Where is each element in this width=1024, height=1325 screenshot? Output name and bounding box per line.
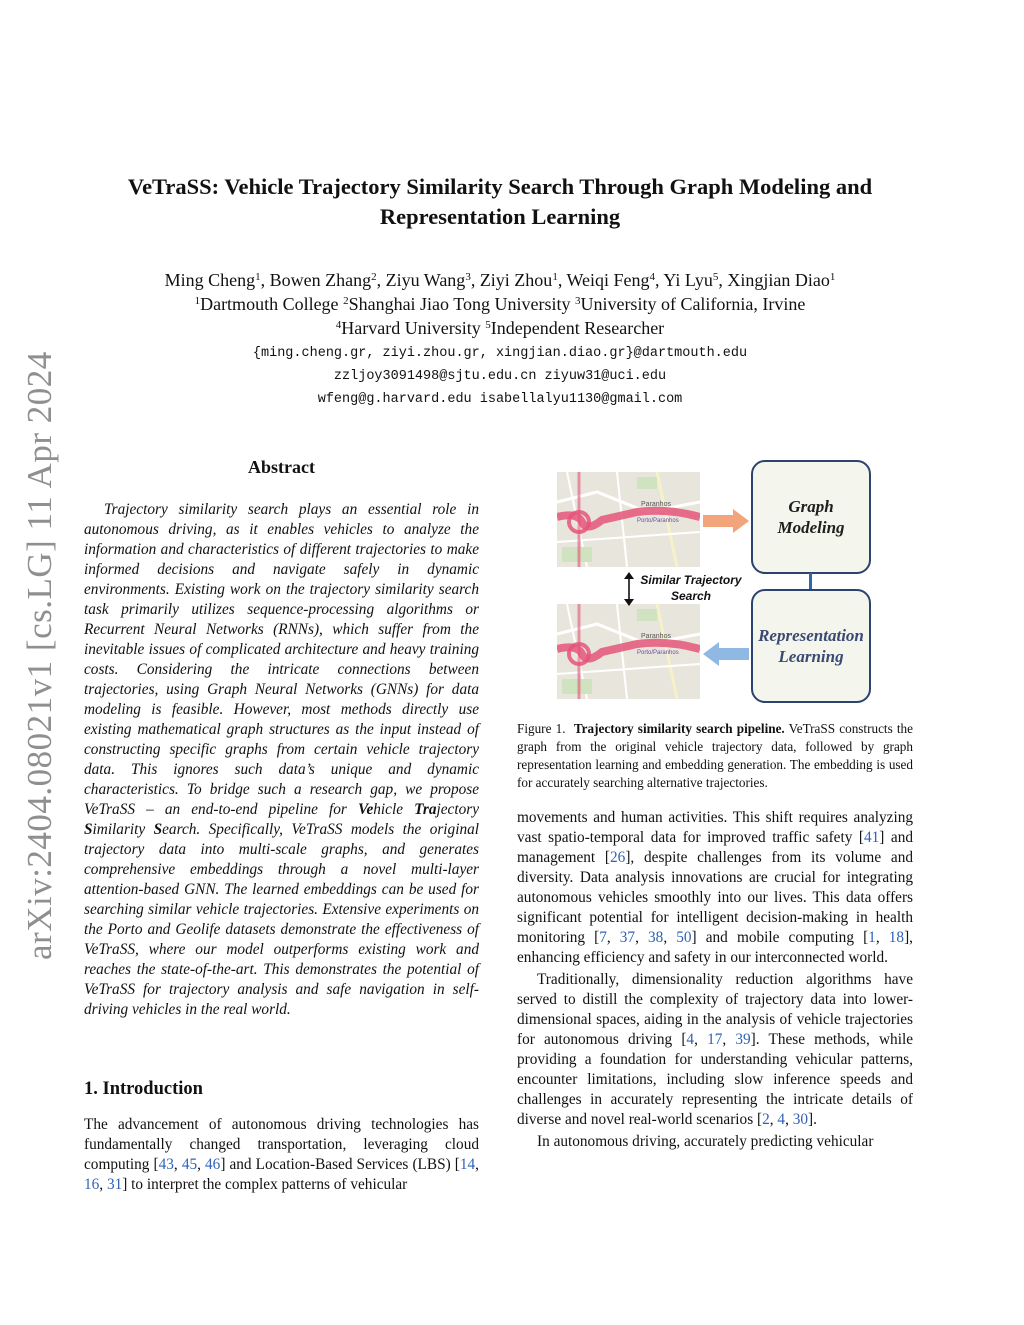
citation-link[interactable]: 41 xyxy=(863,829,880,846)
author: Ziyi Zhou$^1$ xyxy=(479,270,558,290)
map-label: Porto/Paranhos xyxy=(637,650,679,656)
citation-link[interactable]: 18 xyxy=(888,929,905,946)
citation-link[interactable]: 38 xyxy=(648,929,664,946)
paragraph: In autonomous driving, accurately predicting vehicular xyxy=(537,1133,874,1150)
figure-pipeline xyxy=(555,458,875,708)
author-list: Ming Cheng$^1$, Bowen Zhang$^2$, Ziyu Wang$^3$, Ziyi Zhou$^1$, Weiqi Feng$^4$, Yi Lyu$^5$, Xingjian Diao$^1$ xyxy=(164,270,836,290)
citation-link[interactable]: 45 xyxy=(181,1156,198,1173)
trajectory-map-bottom xyxy=(557,604,700,699)
email-line: wfeng@g.harvard.edu isabellalyu1130@gmail.com xyxy=(317,392,683,407)
citation-link[interactable]: 43 xyxy=(158,1156,174,1173)
citation-link[interactable]: 16 xyxy=(84,1176,100,1193)
paper-title xyxy=(90,172,910,232)
author: Ming Cheng$^1$ xyxy=(164,270,261,290)
author: Weiqi Feng$^4$ xyxy=(566,270,656,290)
trajectory-map-top xyxy=(557,472,700,567)
citation-link[interactable]: 7 xyxy=(599,929,607,946)
map-label: Porto/Paranhos xyxy=(637,518,679,524)
arrow-right-icon xyxy=(703,509,749,533)
paragraph: Traditionally, dimensionality reduction algorithms have served to distill the complexity of trajectory data into lower-dimensional spaces, aiding in the analysis of vehicle trajectories for autonomous driving [4, 17, 39]. These methods, while providing a foundation for understanding vehicular patterns, encounter limitations, including slow inference speeds and challenges in accurately representing the intricate details of diverse and novel real-world scenarios [2, 4, 30]. xyxy=(517,971,913,1128)
citation-link[interactable]: 50 xyxy=(676,929,692,946)
graph-modeling-box: Graph Modeling xyxy=(751,460,871,574)
map-label: Paranhos xyxy=(641,501,671,508)
citation-link[interactable]: 4 xyxy=(686,1031,695,1048)
author: Bowen Zhang$^2$ xyxy=(269,270,377,290)
citation-link[interactable]: 37 xyxy=(619,929,636,946)
citation-link[interactable]: 30 xyxy=(792,1111,809,1128)
intro-paragraph: The advancement of autonomous driving technologies has fundamentally changed transportation, leveraging cloud computing [43, 45, 46] and Location-Based Services (LBS) [14, 16, 31] to interpret the complex patterns of vehicular xyxy=(84,1116,479,1193)
author: Ziyu Wang$^3$ xyxy=(385,270,471,290)
citation-link[interactable]: 14 xyxy=(459,1156,476,1173)
citation-link[interactable]: 26 xyxy=(610,849,626,866)
citation-link[interactable]: 39 xyxy=(735,1031,751,1048)
abstract-text: Trajectory similarity search plays an essential role in autonomous driving, as it enables vehicles to analyze the information and characteristics of different trajectories to make informed decisions and navigate safely in dynamic environments. Existing work on the trajectory similarity search task primarily utilizes sequence-processing algorithms or Recurrent Neural Networks (RNNs), which suffer from the inevitable issues of complicated architecture and heavy training costs. Considering the intricate connections between trajectories, using Graph Neural Networks (GNNs) for data modeling is feasible. However, most methods directly use existing mathematical graph structures as the input instead of constructing specific graphs from certain vehicle trajectory data. This ignores such data’s unique and dynamic characteristics. To bridge such a research gap, we propose VeTraSS – an end-to-end pipeline for Vehicle Trajectory Similarity Search. Specifically, VeTraSS models the original trajectory data into multi-scale graphs, and generates comprehensive embeddings through a novel multi-layer attention-based GNN. The learned embeddings can be used for searching similar vehicle trajectories. Extensive experiments on the Porto and Geolife datasets demonstrate the effectiveness of VeTraSS, where our model outperforms existing work and reaches the state-of-the-art. This demonstrates the potential of VeTraSS for trajectory analysis and safe navigation in self-driving vehicles in the real world. xyxy=(84,501,479,1018)
citation-link[interactable]: 46 xyxy=(205,1156,221,1173)
title-line-2: Representation Learning xyxy=(379,204,621,229)
author: Xingjian Diao$^1$ xyxy=(727,270,836,290)
representation-learning-box: Representation Learning xyxy=(751,589,871,703)
title-line-1: VeTraSS: Vehicle Trajectory Similarity Search Through Graph Modeling and xyxy=(127,174,873,199)
arxiv-identifier: arXiv:2404.08021v1 [cs.LG] 11 Apr 2024 xyxy=(20,351,59,960)
author: Yi Lyu$^5$ xyxy=(663,270,719,290)
citation-link[interactable]: 1 xyxy=(868,929,876,946)
section-heading: 1. Introduction xyxy=(84,1079,203,1099)
affiliations-line-1: $^1$Dartmouth College $^2$Shanghai Jiao Tong University $^3$University of California, Irvine xyxy=(194,294,806,314)
citation-link[interactable]: 31 xyxy=(106,1176,123,1193)
paragraph: movements and human activities. This shift requires analyzing vast spatio-temporal data for improved traffic safety [41] and management [26], despite challenges from its volume and diversity. Data analysis innovations are crucial for integrating autonomous vehicles smoothly into our lives. This data offers significant potential for intelligent decision-making in health monitoring [7, 37, 38, 50] and mobile computing [1, 18], enhancing efficiency and safety in our interconnected world. xyxy=(517,809,913,966)
figure-caption: Figure 1. Trajectory similarity search pipeline. VeTraSS constructs the graph from the original vehicle trajectory data, followed by graph representation learning and embedding generation. The embedding is used for accurately searching alternative trajectories. xyxy=(517,721,914,790)
abstract-heading: Abstract xyxy=(248,457,315,477)
similar-search-label: Similar Trajectory Search xyxy=(640,573,742,603)
citation-link[interactable]: 4 xyxy=(777,1111,786,1128)
affiliations-line-2: $^4$Harvard University $^5$Independent Researcher xyxy=(335,318,665,338)
right-column-text xyxy=(517,808,913,1154)
email-line: zzljoy3091498@sjtu.edu.cn ziyuw31@uci.edu xyxy=(333,369,667,384)
map-label: Paranhos xyxy=(641,633,671,640)
citation-link[interactable]: 2 xyxy=(762,1111,770,1128)
arrow-left-icon xyxy=(703,642,749,666)
email-line: {ming.cheng.gr, ziyi.zhou.gr, xingjian.diao.gr}@dartmouth.edu xyxy=(252,346,748,361)
citation-link[interactable]: 17 xyxy=(707,1031,723,1048)
